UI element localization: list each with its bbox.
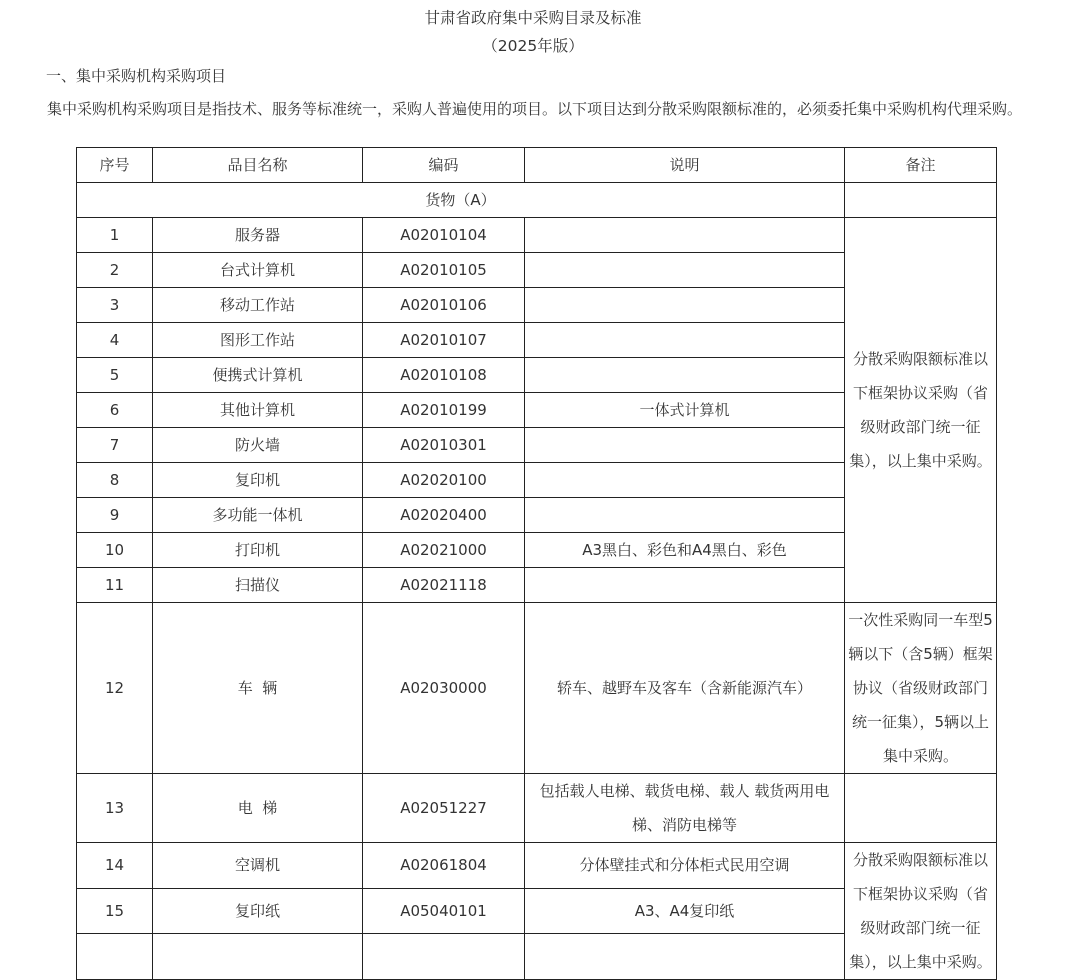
row-name: 车 辆 <box>153 603 363 774</box>
row-name: 其他计算机 <box>153 393 363 428</box>
row-name: 多功能一体机 <box>153 498 363 533</box>
row-no: 2 <box>77 253 153 288</box>
row-desc <box>525 498 845 533</box>
row-no: 4 <box>77 323 153 358</box>
row-code: A02020100 <box>363 463 525 498</box>
group-row <box>77 183 997 218</box>
row-code: A02010107 <box>363 323 525 358</box>
row-code: A02010301 <box>363 428 525 463</box>
row-code: A02010106 <box>363 288 525 323</box>
row-name: 空调机 <box>153 843 363 889</box>
row-desc <box>525 288 845 323</box>
page-title: 甘肃省政府集中采购目录及标准 <box>424 9 642 27</box>
row-desc: 分体壁挂式和分体柜式民用空调 <box>525 843 845 889</box>
row-code: A02020400 <box>363 498 525 533</box>
row-code: A02051227 <box>363 774 525 843</box>
row-desc <box>525 218 845 253</box>
row-no: 15 <box>77 888 153 934</box>
row-name: 复印纸 <box>153 888 363 934</box>
row-desc <box>525 253 845 288</box>
row-no: 10 <box>77 533 153 568</box>
row-desc: 一体式计算机 <box>525 393 845 428</box>
row-desc <box>525 934 845 980</box>
row-name: 电 梯 <box>153 774 363 843</box>
note-vehicles: 一次性采购同一车型5辆以下（含5辆）框架协议（省级财政部门统一征集），5辆以上集中采购。 <box>845 603 997 774</box>
row-name: 扫描仪 <box>153 568 363 603</box>
row-no: 6 <box>77 393 153 428</box>
note-ac-paper: 分散采购限额标准以下框架协议采购（省级财政部门统一征集），以上集中采购。 <box>845 843 997 980</box>
row-desc: A3黑白、彩色和A4黑白、彩色 <box>525 533 845 568</box>
row-no: 1 <box>77 218 153 253</box>
row-no: 9 <box>77 498 153 533</box>
row-no: 14 <box>77 843 153 889</box>
row-no: 11 <box>77 568 153 603</box>
row-code: A02010108 <box>363 358 525 393</box>
row-name: 服务器 <box>153 218 363 253</box>
row-code: A02021000 <box>363 533 525 568</box>
header-desc: 说明 <box>525 148 845 183</box>
header-no: 序号 <box>77 148 153 183</box>
row-no: 5 <box>77 358 153 393</box>
row-code <box>363 934 525 980</box>
header-note: 备注 <box>845 148 997 183</box>
row-desc: A3、A4复印纸 <box>525 888 845 934</box>
row-code: A02030000 <box>363 603 525 774</box>
row-no: 13 <box>77 774 153 843</box>
row-name: 复印机 <box>153 463 363 498</box>
row-desc <box>525 463 845 498</box>
row-no <box>77 934 153 980</box>
row-name: 便携式计算机 <box>153 358 363 393</box>
row-no: 7 <box>77 428 153 463</box>
row-no: 8 <box>77 463 153 498</box>
row-code: A02021118 <box>363 568 525 603</box>
row-desc <box>525 358 845 393</box>
table-header-row <box>77 148 997 183</box>
row-name: 移动工作站 <box>153 288 363 323</box>
row-name: 图形工作站 <box>153 323 363 358</box>
row-desc: 轿车、越野车及客车（含新能源汽车） <box>525 603 845 774</box>
row-no: 3 <box>77 288 153 323</box>
row-code: A02010104 <box>363 218 525 253</box>
row-name <box>153 934 363 980</box>
header-code: 编码 <box>363 148 525 183</box>
page-subtitle: （2025年版） <box>482 37 584 55</box>
section-heading: 一、集中采购机构采购项目 <box>46 67 227 85</box>
table-row <box>77 843 997 889</box>
row-code: A02061804 <box>363 843 525 889</box>
row-name: 台式计算机 <box>153 253 363 288</box>
row-desc <box>525 428 845 463</box>
table-row <box>77 774 997 843</box>
row-code: A05040101 <box>363 888 525 934</box>
intro-paragraph: 集中采购机构采购项目是指技术、服务等标准统一，采购人普遍使用的项目。以下项目达到分散采购限额标准的，必须委托集中采购机构代理采购。 <box>47 100 1023 118</box>
header-name: 品目名称 <box>153 148 363 183</box>
table-row <box>77 218 997 253</box>
group-note-cell <box>845 183 997 218</box>
note-empty <box>845 774 997 843</box>
note-computers: 分散采购限额标准以下框架协议采购（省级财政部门统一征集），以上集中采购。 <box>845 218 997 603</box>
row-desc <box>525 323 845 358</box>
procurement-catalog-table <box>76 147 997 980</box>
row-name: 打印机 <box>153 533 363 568</box>
row-no: 12 <box>77 603 153 774</box>
row-desc: 包括载人电梯、载货电梯、载人 载货两用电梯、消防电梯等 <box>525 774 845 843</box>
table-row <box>77 603 997 774</box>
row-code: A02010105 <box>363 253 525 288</box>
row-code: A02010199 <box>363 393 525 428</box>
row-desc <box>525 568 845 603</box>
row-name: 防火墙 <box>153 428 363 463</box>
group-label: 货物（A） <box>77 183 845 218</box>
